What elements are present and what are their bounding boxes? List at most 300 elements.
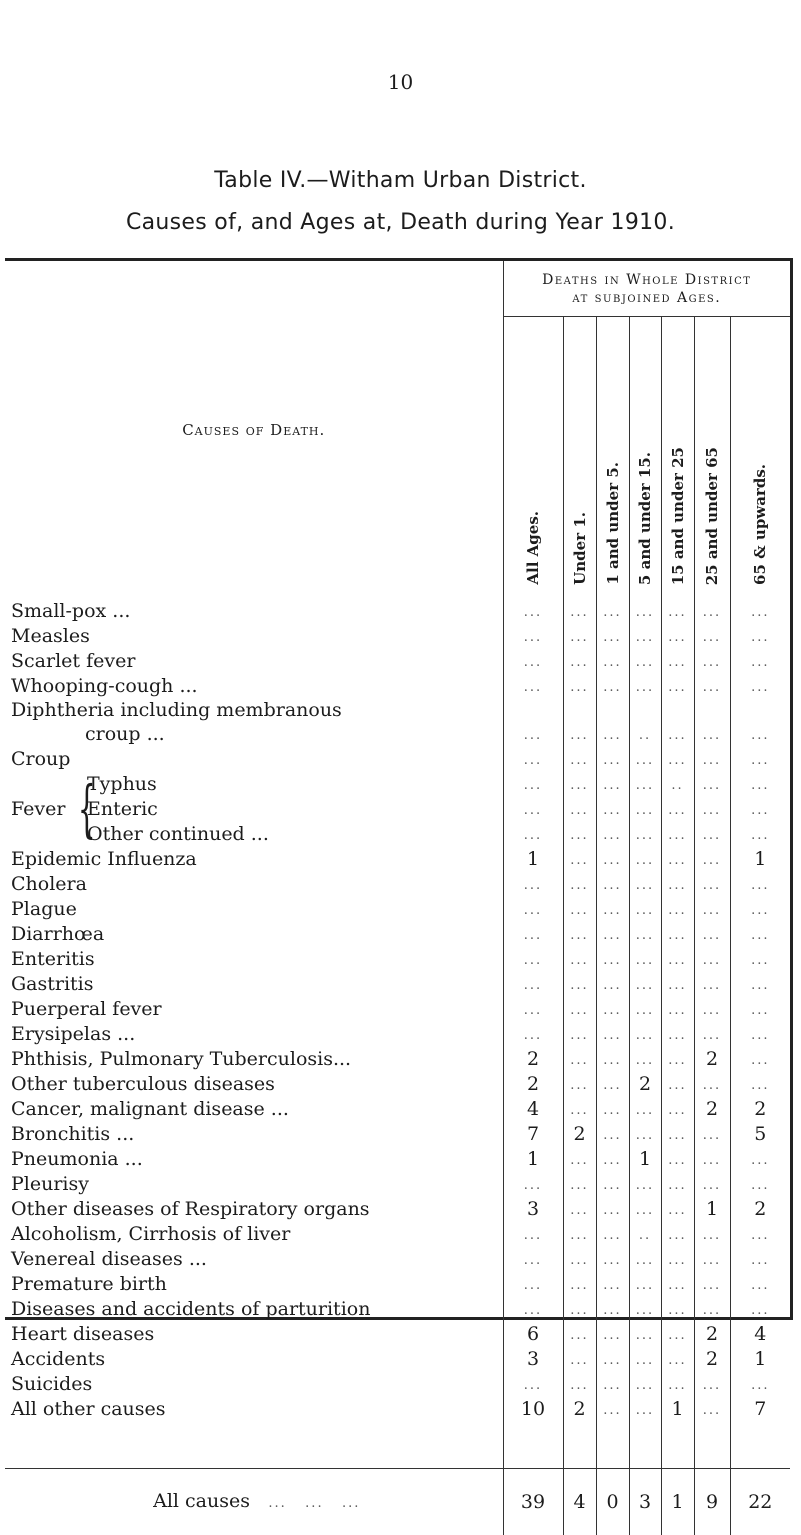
age-column-label: 5 and under 15.: [636, 452, 654, 585]
value-cell: [503, 1072, 563, 1097]
cause-cell: [5, 997, 503, 1022]
value-cell: [694, 1147, 730, 1172]
cell-value: 1: [706, 1198, 718, 1220]
cell-value: ...: [751, 1278, 769, 1293]
cell-value: ...: [570, 1078, 588, 1093]
cell-value: 2: [527, 1048, 539, 1070]
total-value: 9: [706, 1491, 718, 1513]
cell-value: ...: [636, 1028, 654, 1043]
cause-label: Other tuberculous diseases: [11, 1073, 275, 1095]
value-cell: [694, 797, 730, 822]
value-cell: [596, 1222, 629, 1247]
cell-value: ...: [570, 1228, 588, 1243]
value-cell: [503, 1147, 563, 1172]
cell-value: ...: [603, 878, 621, 893]
spacer-cell: [596, 1422, 629, 1469]
spacer-cell: [629, 1422, 661, 1469]
value-cell: [503, 599, 563, 624]
cell-value: 4: [754, 1323, 766, 1345]
value-cell: [596, 1322, 629, 1347]
cell-value: ...: [603, 978, 621, 993]
cell-value: 1: [671, 1398, 683, 1420]
cell-value: 1: [754, 848, 766, 870]
value-cell: [563, 1222, 596, 1247]
value-cell: [694, 1347, 730, 1372]
cause-label: Cholera: [11, 873, 87, 895]
total-label: All causes: [153, 1490, 250, 1512]
cause-cell: [5, 674, 503, 699]
cell-value: ...: [636, 605, 654, 620]
value-cell: [730, 1047, 790, 1072]
value-cell: [503, 1122, 563, 1147]
cell-value: ...: [603, 1078, 621, 1093]
table-row: [5, 922, 790, 947]
spacer-cell: [563, 1422, 596, 1469]
cell-value: ...: [524, 778, 542, 793]
value-cell: [629, 972, 661, 997]
value-cell: [661, 674, 694, 699]
value-cell: [503, 947, 563, 972]
cause-label: Diphtheria including membranous: [11, 699, 342, 721]
cause-label: Pleurisy: [11, 1173, 89, 1195]
value-cell: [629, 1247, 661, 1272]
value-cell: [661, 972, 694, 997]
value-cell: [661, 624, 694, 649]
cause-cell: [5, 1047, 503, 1072]
total-value-cell: [661, 1469, 694, 1535]
value-cell: [503, 699, 563, 722]
cell-value: ...: [751, 1253, 769, 1268]
cause-cell: [5, 1147, 503, 1172]
value-cell: [730, 1197, 790, 1222]
table-row: [5, 1247, 790, 1272]
cause-label: All other causes: [11, 1398, 166, 1420]
table-row: [5, 674, 790, 699]
value-cell: [661, 1122, 694, 1147]
cell-value: ...: [636, 1103, 654, 1118]
cell-value: ...: [524, 655, 542, 670]
value-cell: [563, 1047, 596, 1072]
cell-value: ...: [703, 853, 721, 868]
age-column-label: 65 & upwards.: [751, 464, 769, 585]
cause-label: Alcoholism, Cirrhosis of liver: [11, 1223, 290, 1245]
table-row: [5, 1097, 790, 1122]
cause-label: Pneumonia ...: [11, 1148, 143, 1170]
cause-label: Cancer, malignant disease ...: [11, 1098, 289, 1120]
cell-value: 2: [754, 1098, 766, 1120]
table-row: [5, 972, 790, 997]
value-cell: [694, 1397, 730, 1422]
table-row: [5, 1372, 790, 1397]
cell-value: ...: [668, 928, 686, 943]
cell-value: ...: [668, 605, 686, 620]
cell-value: ...: [751, 1028, 769, 1043]
cell-value: ...: [636, 828, 654, 843]
value-cell: [503, 822, 563, 847]
value-cell: [629, 1197, 661, 1222]
table-row: [5, 772, 790, 797]
cell-value: ...: [703, 680, 721, 695]
value-cell: [563, 822, 596, 847]
cell-value: ...: [636, 630, 654, 645]
cell-value: ...: [668, 1053, 686, 1068]
value-cell: [694, 1197, 730, 1222]
total-value-cell: [596, 1469, 629, 1535]
value-cell: [629, 1297, 661, 1322]
value-cell: [629, 922, 661, 947]
cell-value: ...: [703, 1378, 721, 1393]
value-cell: [629, 1397, 661, 1422]
value-cell: [563, 1247, 596, 1272]
value-cell: [661, 1322, 694, 1347]
cause-label: Diseases and accidents of parturition: [11, 1298, 370, 1320]
value-cell: [596, 1147, 629, 1172]
cause-cell: [5, 1197, 503, 1222]
cell-value: ..: [639, 728, 651, 743]
value-cell: [596, 1372, 629, 1397]
cell-value: ...: [668, 1228, 686, 1243]
cell-value: ...: [703, 728, 721, 743]
value-cell: [629, 649, 661, 674]
cell-value: ...: [751, 1378, 769, 1393]
cell-value: ...: [668, 1028, 686, 1043]
group-bracket: {: [78, 774, 96, 843]
cause-label: Erysipelas ...: [11, 1023, 135, 1045]
value-cell: [629, 1272, 661, 1297]
cause-cell: [5, 847, 503, 872]
value-cell: [563, 797, 596, 822]
value-cell: [503, 1097, 563, 1122]
value-cell: [661, 1397, 694, 1422]
cell-value: ...: [570, 778, 588, 793]
cell-value: ...: [751, 1078, 769, 1093]
cell-value: ...: [703, 753, 721, 768]
cell-value: ...: [603, 630, 621, 645]
value-cell: [596, 772, 629, 797]
value-cell: [661, 822, 694, 847]
value-cell: [661, 599, 694, 624]
value-cell: [629, 747, 661, 772]
age-column-header: [694, 317, 730, 600]
value-cell: [629, 699, 661, 722]
value-cell: [694, 1222, 730, 1247]
cause-cell: [5, 747, 503, 772]
value-cell: [629, 1097, 661, 1122]
cell-value: ...: [603, 605, 621, 620]
cell-value: ...: [703, 1403, 721, 1418]
value-cell: [596, 1347, 629, 1372]
cell-value: ...: [668, 630, 686, 645]
cell-value: ...: [603, 928, 621, 943]
value-cell: [694, 1022, 730, 1047]
value-cell: [563, 1397, 596, 1422]
value-cell: [730, 822, 790, 847]
cell-value: ...: [570, 903, 588, 918]
cell-value: 2: [706, 1098, 718, 1120]
value-cell: [730, 1022, 790, 1047]
value-cell: [661, 1347, 694, 1372]
cell-value: ...: [668, 1303, 686, 1318]
cell-value: ...: [570, 655, 588, 670]
cell-value: ...: [668, 1178, 686, 1193]
value-cell: [503, 1197, 563, 1222]
cell-value: ...: [668, 953, 686, 968]
value-cell: [503, 1247, 563, 1272]
value-cell: [629, 872, 661, 897]
cell-value: ...: [703, 655, 721, 670]
cell-value: ...: [603, 655, 621, 670]
value-cell: [629, 947, 661, 972]
value-cell: [596, 1072, 629, 1097]
value-cell: [503, 922, 563, 947]
total-value: 0: [606, 1491, 618, 1513]
cell-value: ...: [524, 903, 542, 918]
value-cell: [596, 922, 629, 947]
value-cell: [629, 1322, 661, 1347]
cell-value: ...: [636, 928, 654, 943]
spacer-cell: [730, 1422, 790, 1469]
cell-value: ...: [751, 680, 769, 695]
cause-label: Suicides: [11, 1373, 92, 1395]
cell-value: ...: [703, 1153, 721, 1168]
cause-cell: [5, 897, 503, 922]
cell-value: ...: [636, 1203, 654, 1218]
value-cell: [596, 1047, 629, 1072]
value-cell: [661, 897, 694, 922]
cell-value: ...: [570, 803, 588, 818]
cell-value: 5: [754, 1123, 766, 1145]
value-cell: [503, 1347, 563, 1372]
cause-cell: [5, 822, 503, 847]
cell-value: 10: [521, 1398, 545, 1420]
cell-value: ...: [751, 753, 769, 768]
cell-value: ...: [524, 978, 542, 993]
cell-value: ...: [636, 1278, 654, 1293]
value-cell: [629, 1172, 661, 1197]
cause-label: Epidemic Influenza: [11, 848, 197, 870]
cell-value: ...: [570, 853, 588, 868]
cell-value: ...: [570, 1253, 588, 1268]
table-row: [5, 847, 790, 872]
cause-cell: [5, 649, 503, 674]
cell-value: 2: [573, 1123, 585, 1145]
cell-value: ..: [639, 1228, 651, 1243]
cell-value: ...: [570, 1003, 588, 1018]
value-cell: [661, 699, 694, 722]
cell-value: ...: [603, 1403, 621, 1418]
cell-value: ...: [703, 978, 721, 993]
value-cell: [563, 972, 596, 997]
cell-value: 4: [527, 1098, 539, 1120]
cell-value: ...: [751, 630, 769, 645]
cell-value: 2: [706, 1348, 718, 1370]
cause-label: Puerperal fever: [11, 998, 162, 1020]
cell-value: ...: [524, 680, 542, 695]
value-cell: [503, 747, 563, 772]
total-value-cell: [503, 1469, 563, 1535]
value-cell: [596, 599, 629, 624]
cause-cell: [5, 1172, 503, 1197]
value-cell: [629, 674, 661, 699]
cell-value: ...: [668, 1353, 686, 1368]
cell-value: 1: [639, 1148, 651, 1170]
value-cell: [730, 797, 790, 822]
cell-value: ...: [636, 953, 654, 968]
cell-value: ...: [570, 753, 588, 768]
value-cell: [661, 1097, 694, 1122]
value-cell: [596, 699, 629, 722]
value-cell: [503, 1172, 563, 1197]
spacer-cell: [694, 1422, 730, 1469]
value-cell: [596, 1272, 629, 1297]
value-cell: [661, 722, 694, 747]
value-cell: [596, 872, 629, 897]
value-cell: [661, 797, 694, 822]
cell-value: ...: [668, 1003, 686, 1018]
cell-value: ...: [570, 1328, 588, 1343]
table-row: [5, 1322, 790, 1347]
value-cell: [694, 872, 730, 897]
value-cell: [694, 922, 730, 947]
cell-value: ...: [751, 928, 769, 943]
value-cell: [596, 722, 629, 747]
value-cell: [661, 947, 694, 972]
value-cell: [563, 1347, 596, 1372]
value-cell: [730, 922, 790, 947]
cause-label: Premature birth: [11, 1273, 167, 1295]
cause-label: Heart diseases: [11, 1323, 154, 1345]
cell-value: ...: [703, 953, 721, 968]
cell-value: 7: [754, 1398, 766, 1420]
cell-value: ...: [603, 828, 621, 843]
age-column-label: 15 and under 25: [669, 447, 687, 585]
cell-value: ...: [668, 1278, 686, 1293]
cell-value: ...: [636, 655, 654, 670]
total-label-cell: [5, 1469, 503, 1535]
age-column-header: [596, 317, 629, 600]
cell-value: ...: [570, 1378, 588, 1393]
value-cell: [730, 897, 790, 922]
cause-cell: [5, 872, 503, 897]
cause-cell: [5, 1247, 503, 1272]
age-column-label: 1 and under 5.: [604, 462, 622, 585]
value-cell: [563, 1197, 596, 1222]
value-cell: [661, 922, 694, 947]
table-row: [5, 997, 790, 1022]
cell-value: ...: [703, 903, 721, 918]
causes-header: [5, 261, 503, 599]
value-cell: [596, 1397, 629, 1422]
age-column-header: [629, 317, 661, 600]
value-cell: [661, 649, 694, 674]
cell-value: ...: [603, 1228, 621, 1243]
value-cell: [694, 624, 730, 649]
total-value: 22: [748, 1491, 772, 1513]
value-cell: [730, 1322, 790, 1347]
table-title: Table IV.—Witham Urban District.: [0, 168, 801, 193]
table-row: [5, 747, 790, 772]
cell-value: ...: [636, 1003, 654, 1018]
value-cell: [563, 674, 596, 699]
value-cell: [730, 772, 790, 797]
value-cell: [661, 1247, 694, 1272]
cell-value: ...: [570, 1303, 588, 1318]
cell-value: ...: [703, 1178, 721, 1193]
cause-cell: [5, 1297, 503, 1322]
cell-value: ...: [570, 1103, 588, 1118]
age-column-header: [661, 317, 694, 600]
value-cell: [694, 1172, 730, 1197]
value-cell: [503, 1322, 563, 1347]
value-cell: [563, 947, 596, 972]
cell-value: ...: [603, 728, 621, 743]
value-cell: [629, 1222, 661, 1247]
cause-cell: [5, 1222, 503, 1247]
cause-label: Scarlet fever: [11, 650, 135, 672]
value-cell: [629, 1047, 661, 1072]
value-cell: [503, 897, 563, 922]
value-cell: [661, 1147, 694, 1172]
cell-value: ...: [570, 728, 588, 743]
cell-value: ...: [668, 1078, 686, 1093]
cell-value: ...: [570, 1028, 588, 1043]
value-cell: [661, 1172, 694, 1197]
value-cell: [503, 797, 563, 822]
table-row: [5, 1122, 790, 1147]
value-cell: [694, 699, 730, 722]
cell-value: ...: [636, 1178, 654, 1193]
cell-value: ...: [524, 1228, 542, 1243]
cell-value: ...: [751, 903, 769, 918]
cell-value: ...: [668, 853, 686, 868]
value-cell: [503, 1372, 563, 1397]
deaths-header-line2: at subjoined Ages.: [504, 289, 791, 307]
cell-value: ...: [524, 1003, 542, 1018]
cause-label: Other continued ...: [87, 823, 269, 845]
value-cell: [563, 1097, 596, 1122]
cause-cell: [5, 599, 503, 624]
value-cell: [596, 1247, 629, 1272]
value-cell: [563, 1297, 596, 1322]
spacer-cell: [661, 1422, 694, 1469]
value-cell: [596, 624, 629, 649]
cell-value: ...: [603, 1278, 621, 1293]
cell-value: ...: [570, 1178, 588, 1193]
cell-value: ...: [668, 1253, 686, 1268]
cell-value: ...: [524, 1278, 542, 1293]
value-cell: [563, 1272, 596, 1297]
cause-cell: [5, 1097, 503, 1122]
value-cell: [661, 1297, 694, 1322]
value-cell: [596, 822, 629, 847]
table-row: [5, 1347, 790, 1372]
cell-value: ...: [668, 753, 686, 768]
cell-value: ...: [703, 1028, 721, 1043]
deaths-header-line1: Deaths in Whole District: [504, 271, 791, 289]
cell-value: ...: [668, 803, 686, 818]
spacer-row: [5, 1422, 790, 1469]
cell-value: ...: [703, 828, 721, 843]
value-cell: [730, 1097, 790, 1122]
value-cell: [563, 624, 596, 649]
value-cell: [596, 1172, 629, 1197]
cell-value: ...: [703, 1253, 721, 1268]
cause-cell: [5, 972, 503, 997]
value-cell: [629, 797, 661, 822]
value-cell: [629, 722, 661, 747]
value-cell: [596, 674, 629, 699]
cell-value: ...: [524, 1253, 542, 1268]
